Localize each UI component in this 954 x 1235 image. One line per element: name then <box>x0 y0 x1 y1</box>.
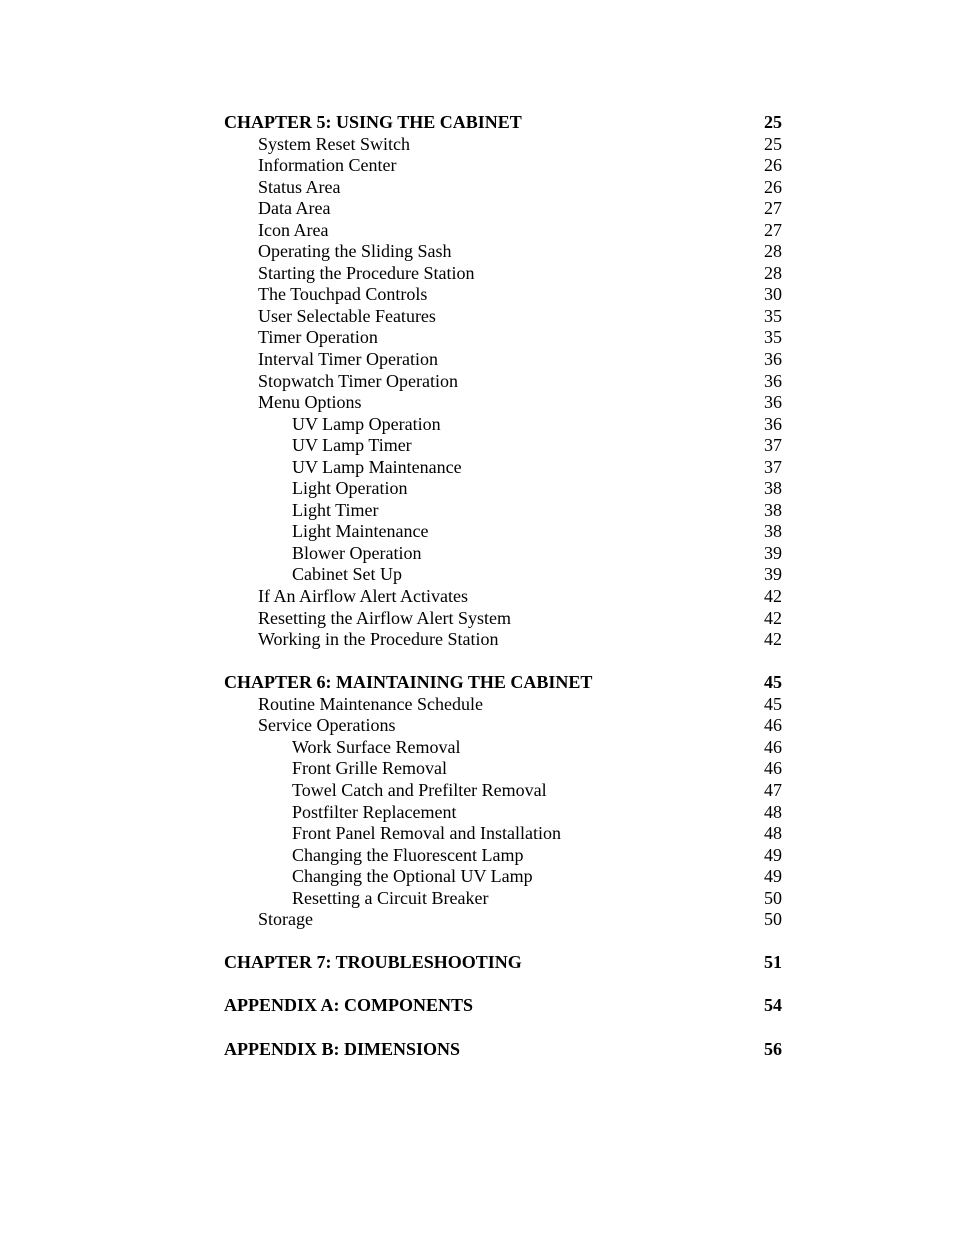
toc-entry-title: Resetting a Circuit Breaker <box>292 887 489 908</box>
toc-entry-page-number: 30 <box>764 284 782 305</box>
toc-section-entry <box>224 263 782 285</box>
toc-subsection-entry <box>224 758 782 780</box>
toc-entry-title: Data Area <box>258 198 331 219</box>
toc-entry-title: The Touchpad Controls <box>258 284 428 305</box>
toc-entry-title: Menu Options <box>258 392 362 413</box>
toc-entry-title: Information Center <box>258 155 397 176</box>
toc-spacer <box>224 651 782 673</box>
toc-entry-title: Blower Operation <box>292 542 422 563</box>
toc-entry-page-number: 49 <box>764 866 782 887</box>
toc-spacer <box>224 974 782 996</box>
toc-entry-page-number: 25 <box>764 133 782 154</box>
toc-entry-page-number: 50 <box>764 909 782 930</box>
toc-entry-title: Routine Maintenance Schedule <box>258 693 483 714</box>
toc-spacer <box>224 1017 782 1039</box>
toc-section-entry <box>224 284 782 306</box>
toc-entry-page-number: 46 <box>764 715 782 736</box>
toc-entry-title: UV Lamp Operation <box>292 413 441 434</box>
toc-entry-title: Changing the Fluorescent Lamp <box>292 844 524 865</box>
toc-entry-title: Cabinet Set Up <box>292 564 402 585</box>
toc-entry-page-number: 45 <box>764 672 782 693</box>
toc-entry-title: Towel Catch and Prefilter Removal <box>292 779 547 800</box>
toc-section-entry <box>224 715 782 737</box>
toc-entry-title: Storage <box>258 909 313 930</box>
toc-section-entry <box>224 241 782 263</box>
toc-entry-title: Changing the Optional UV Lamp <box>292 866 533 887</box>
toc-entry-title: CHAPTER 7: TROUBLESHOOTING <box>224 952 522 973</box>
toc-entry-page-number: 36 <box>764 349 782 370</box>
toc-entry-page-number: 45 <box>764 693 782 714</box>
toc-subsection-entry <box>224 543 782 565</box>
table-of-contents <box>224 112 782 1060</box>
toc-entry-title: APPENDIX A: COMPONENTS <box>224 995 474 1016</box>
toc-entry-title: CHAPTER 6: MAINTAINING THE CABINET <box>224 672 593 693</box>
toc-entry-page-number: 42 <box>764 629 782 650</box>
toc-section-entry <box>224 694 782 716</box>
toc-entry-page-number: 26 <box>764 176 782 197</box>
toc-entry-page-number: 48 <box>764 823 782 844</box>
toc-entry-title: Work Surface Removal <box>292 736 461 757</box>
toc-entry-page-number: 48 <box>764 801 782 822</box>
toc-entry-page-number: 49 <box>764 844 782 865</box>
toc-entry-page-number: 27 <box>764 198 782 219</box>
toc-chapter-heading <box>224 112 782 134</box>
toc-entry-title: Icon Area <box>258 219 329 240</box>
toc-subsection-entry <box>224 414 782 436</box>
toc-entry-page-number: 39 <box>764 564 782 585</box>
toc-chapter-heading <box>224 1039 782 1061</box>
toc-entry-page-number: 39 <box>764 542 782 563</box>
toc-subsection-entry <box>224 521 782 543</box>
toc-entry-title: UV Lamp Timer <box>292 435 412 456</box>
toc-subsection-entry <box>224 500 782 522</box>
toc-entry-title: Stopwatch Timer Operation <box>258 370 458 391</box>
toc-subsection-entry <box>224 845 782 867</box>
toc-chapter-heading <box>224 672 782 694</box>
toc-section-entry <box>224 177 782 199</box>
toc-section-entry <box>224 327 782 349</box>
toc-entry-page-number: 37 <box>764 456 782 477</box>
toc-entry-title: Service Operations <box>258 715 396 736</box>
toc-section-entry <box>224 909 782 931</box>
toc-entry-page-number: 36 <box>764 370 782 391</box>
toc-subsection-entry <box>224 737 782 759</box>
toc-entry-title: Light Timer <box>292 499 379 520</box>
toc-subsection-entry <box>224 564 782 586</box>
toc-entry-page-number: 56 <box>764 1038 782 1059</box>
toc-entry-page-number: 38 <box>764 499 782 520</box>
toc-subsection-entry <box>224 888 782 910</box>
toc-entry-page-number: 46 <box>764 758 782 779</box>
toc-entry-page-number: 47 <box>764 779 782 800</box>
toc-section-entry <box>224 155 782 177</box>
toc-entry-title: Postfilter Replacement <box>292 801 457 822</box>
toc-subsection-entry <box>224 457 782 479</box>
toc-entry-page-number: 28 <box>764 241 782 262</box>
toc-entry-title: Status Area <box>258 176 341 197</box>
toc-entry-page-number: 38 <box>764 478 782 499</box>
toc-entry-page-number: 42 <box>764 586 782 607</box>
toc-subsection-entry <box>224 823 782 845</box>
toc-chapter-heading <box>224 995 782 1017</box>
toc-entry-page-number: 50 <box>764 887 782 908</box>
toc-entry-page-number: 25 <box>764 112 782 132</box>
toc-entry-title: Timer Operation <box>258 327 378 348</box>
toc-section-entry <box>224 371 782 393</box>
toc-entry-page-number: 36 <box>764 413 782 434</box>
toc-entry-page-number: 38 <box>764 521 782 542</box>
toc-chapter-heading <box>224 952 782 974</box>
toc-entry-title: APPENDIX B: DIMENSIONS <box>224 1038 461 1059</box>
toc-section-entry <box>224 586 782 608</box>
toc-subsection-entry <box>224 435 782 457</box>
toc-entry-page-number: 36 <box>764 392 782 413</box>
toc-spacer <box>224 931 782 953</box>
toc-entry-page-number: 35 <box>764 305 782 326</box>
toc-entry-title: Front Grille Removal <box>292 758 447 779</box>
toc-entry-title: Working in the Procedure Station <box>258 629 499 650</box>
toc-entry-page-number: 46 <box>764 736 782 757</box>
toc-subsection-entry <box>224 780 782 802</box>
toc-entry-title: UV Lamp Maintenance <box>292 456 462 477</box>
toc-section-entry <box>224 608 782 630</box>
toc-entry-page-number: 37 <box>764 435 782 456</box>
toc-entry-title: Light Maintenance <box>292 521 429 542</box>
toc-entry-title: User Selectable Features <box>258 305 436 326</box>
toc-subsection-entry <box>224 802 782 824</box>
toc-section-entry <box>224 306 782 328</box>
toc-section-entry <box>224 198 782 220</box>
toc-entry-title: CHAPTER 5: USING THE CABINET <box>224 112 522 132</box>
toc-entry-title: System Reset Switch <box>258 133 410 154</box>
toc-entry-title: Interval Timer Operation <box>258 349 438 370</box>
toc-section-entry <box>224 349 782 371</box>
toc-entry-page-number: 28 <box>764 262 782 283</box>
toc-entry-title: Starting the Procedure Station <box>258 262 475 283</box>
toc-section-entry <box>224 392 782 414</box>
toc-entry-page-number: 54 <box>764 995 782 1016</box>
toc-entry-title: If An Airflow Alert Activates <box>258 586 468 607</box>
toc-entry-title: Front Panel Removal and Installation <box>292 823 561 844</box>
toc-section-entry <box>224 629 782 651</box>
toc-entry-page-number: 42 <box>764 607 782 628</box>
toc-entry-title: Resetting the Airflow Alert System <box>258 607 511 628</box>
toc-entry-title: Operating the Sliding Sash <box>258 241 452 262</box>
toc-entry-page-number: 27 <box>764 219 782 240</box>
toc-subsection-entry <box>224 866 782 888</box>
toc-entry-title: Light Operation <box>292 478 408 499</box>
toc-subsection-entry <box>224 478 782 500</box>
toc-entry-page-number: 26 <box>764 155 782 176</box>
toc-entry-page-number: 51 <box>764 952 782 973</box>
toc-section-entry <box>224 134 782 156</box>
toc-entry-page-number: 35 <box>764 327 782 348</box>
toc-section-entry <box>224 220 782 242</box>
